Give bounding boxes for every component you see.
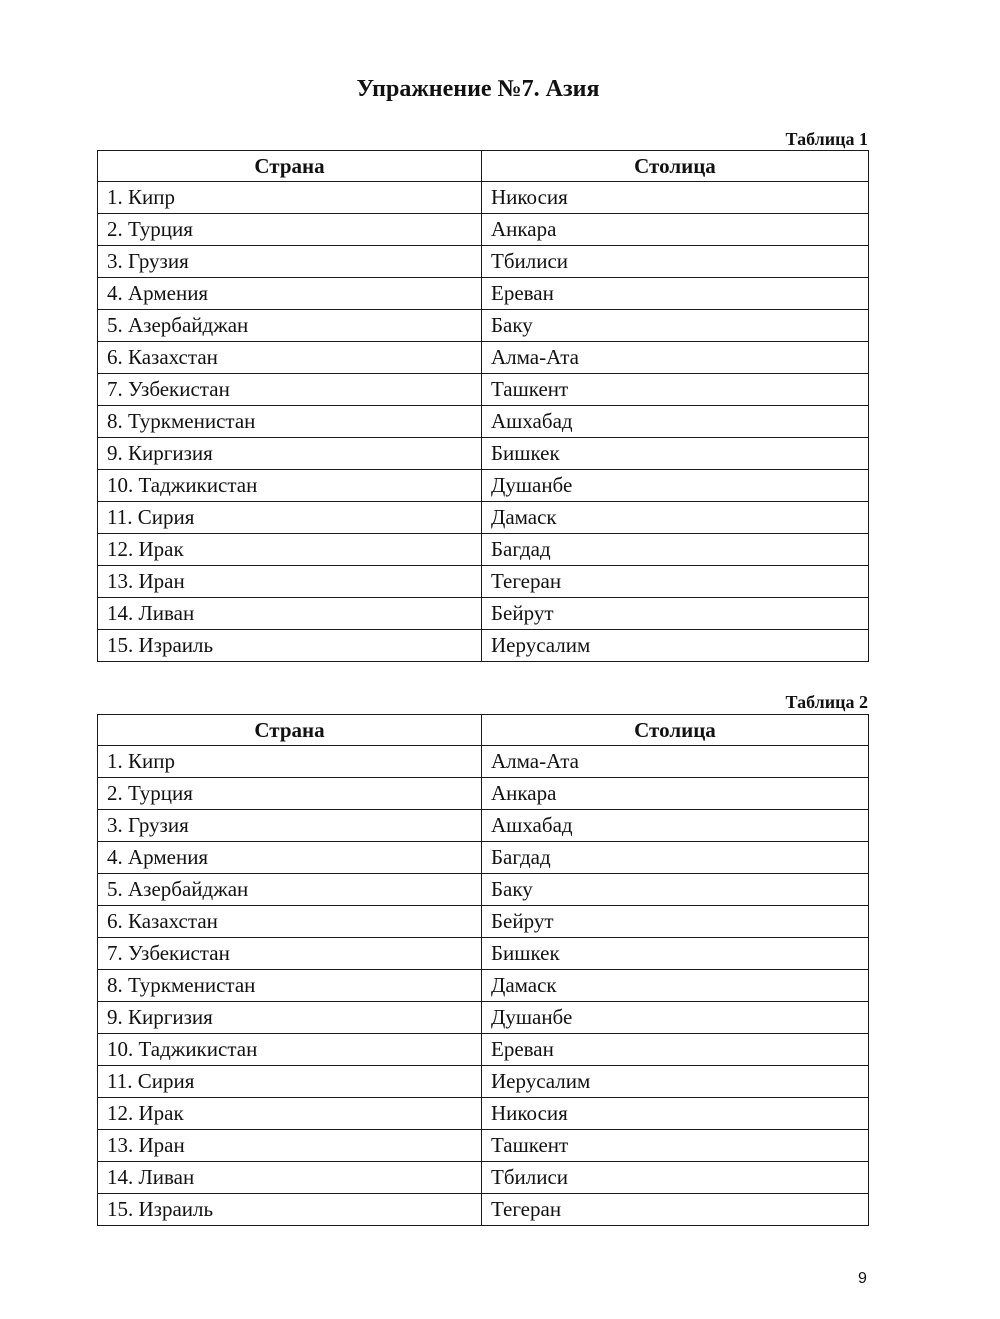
table-body	[98, 746, 869, 1226]
header-capital: Столица	[482, 151, 869, 182]
table-row	[98, 970, 869, 1002]
capital-cell: Дамаск	[482, 970, 869, 1002]
capital-cell: Ереван	[482, 1034, 869, 1066]
country-cell: 13. Иран	[98, 566, 482, 598]
country-cell: 1. Кипр	[98, 182, 482, 214]
capital-cell: Тегеран	[482, 1194, 869, 1226]
capital-cell: Ташкент	[482, 1130, 869, 1162]
table-row	[98, 1066, 869, 1098]
country-cell: 3. Грузия	[98, 246, 482, 278]
table-row	[98, 778, 869, 810]
table-row	[98, 470, 869, 502]
capital-cell: Иерусалим	[482, 1066, 869, 1098]
header-country: Страна	[98, 715, 482, 746]
capital-cell: Анкара	[482, 214, 869, 246]
country-cell: 9. Киргизия	[98, 1002, 482, 1034]
capital-cell: Душанбе	[482, 470, 869, 502]
country-cell: 6. Казахстан	[98, 906, 482, 938]
capital-cell: Багдад	[482, 842, 869, 874]
table-row	[98, 566, 869, 598]
capital-cell: Ереван	[482, 278, 869, 310]
country-cell: 5. Азербайджан	[98, 874, 482, 906]
table-row	[98, 1130, 869, 1162]
country-cell: 8. Туркменистан	[98, 970, 482, 1002]
country-cell: 2. Турция	[98, 778, 482, 810]
table-row	[98, 182, 869, 214]
table-row	[98, 842, 869, 874]
country-cell: 11. Сирия	[98, 1066, 482, 1098]
country-cell: 3. Грузия	[98, 810, 482, 842]
header-capital: Столица	[482, 715, 869, 746]
table-header-row	[98, 151, 869, 182]
table-row	[98, 342, 869, 374]
page-title: Упражнение №7. Азия	[356, 76, 600, 102]
capital-cell: Алма-Ата	[482, 746, 869, 778]
capital-cell: Ташкент	[482, 374, 869, 406]
country-cell: 12. Ирак	[98, 534, 482, 566]
country-capital-table-2	[97, 714, 869, 1226]
table-row	[98, 438, 869, 470]
country-cell: 14. Ливан	[98, 1162, 482, 1194]
country-cell: 4. Армения	[98, 278, 482, 310]
country-cell: 2. Турция	[98, 214, 482, 246]
table-2-caption: Таблица 2	[785, 692, 868, 712]
table-row	[98, 1162, 869, 1194]
table-row	[98, 406, 869, 438]
country-cell: 12. Ирак	[98, 1098, 482, 1130]
table-row	[98, 874, 869, 906]
capital-cell: Никосия	[482, 182, 869, 214]
table-row	[98, 374, 869, 406]
country-cell: 7. Узбекистан	[98, 374, 482, 406]
table-row	[98, 746, 869, 778]
table-row	[98, 938, 869, 970]
country-cell: 6. Казахстан	[98, 342, 482, 374]
country-cell: 10. Таджикистан	[98, 470, 482, 502]
table-row	[98, 1194, 869, 1226]
table-row	[98, 1098, 869, 1130]
capital-cell: Баку	[482, 874, 869, 906]
table-row	[98, 598, 869, 630]
header-country: Страна	[98, 151, 482, 182]
table-row	[98, 1002, 869, 1034]
country-cell: 8. Туркменистан	[98, 406, 482, 438]
capital-cell: Душанбе	[482, 1002, 869, 1034]
table-row	[98, 310, 869, 342]
country-cell: 4. Армения	[98, 842, 482, 874]
country-cell: 1. Кипр	[98, 746, 482, 778]
country-cell: 11. Сирия	[98, 502, 482, 534]
capital-cell: Бишкек	[482, 938, 869, 970]
table-row	[98, 502, 869, 534]
table-row	[98, 1034, 869, 1066]
table-1-caption: Таблица 1	[785, 129, 868, 149]
capital-cell: Ашхабад	[482, 810, 869, 842]
capital-cell: Тегеран	[482, 566, 869, 598]
capital-cell: Иерусалим	[482, 630, 869, 662]
capital-cell: Дамаск	[482, 502, 869, 534]
country-cell: 14. Ливан	[98, 598, 482, 630]
country-cell: 10. Таджикистан	[98, 1034, 482, 1066]
capital-cell: Ашхабад	[482, 406, 869, 438]
table-header-row	[98, 715, 869, 746]
country-cell: 15. Израиль	[98, 1194, 482, 1226]
capital-cell: Багдад	[482, 534, 869, 566]
country-cell: 7. Узбекистан	[98, 938, 482, 970]
table-row	[98, 278, 869, 310]
table-row	[98, 534, 869, 566]
country-capital-table-1	[97, 150, 869, 662]
country-cell: 13. Иран	[98, 1130, 482, 1162]
table-row	[98, 246, 869, 278]
capital-cell: Алма-Ата	[482, 342, 869, 374]
capital-cell: Бейрут	[482, 598, 869, 630]
table-row	[98, 214, 869, 246]
capital-cell: Баку	[482, 310, 869, 342]
capital-cell: Бейрут	[482, 906, 869, 938]
capital-cell: Никосия	[482, 1098, 869, 1130]
table-body	[98, 182, 869, 662]
country-cell: 5. Азербайджан	[98, 310, 482, 342]
capital-cell: Тбилиси	[482, 1162, 869, 1194]
capital-cell: Анкара	[482, 778, 869, 810]
page-number: 9	[858, 1270, 867, 1287]
country-cell: 9. Киргизия	[98, 438, 482, 470]
capital-cell: Бишкек	[482, 438, 869, 470]
capital-cell: Тбилиси	[482, 246, 869, 278]
table-row	[98, 810, 869, 842]
country-cell: 15. Израиль	[98, 630, 482, 662]
table-row	[98, 630, 869, 662]
table-row	[98, 906, 869, 938]
